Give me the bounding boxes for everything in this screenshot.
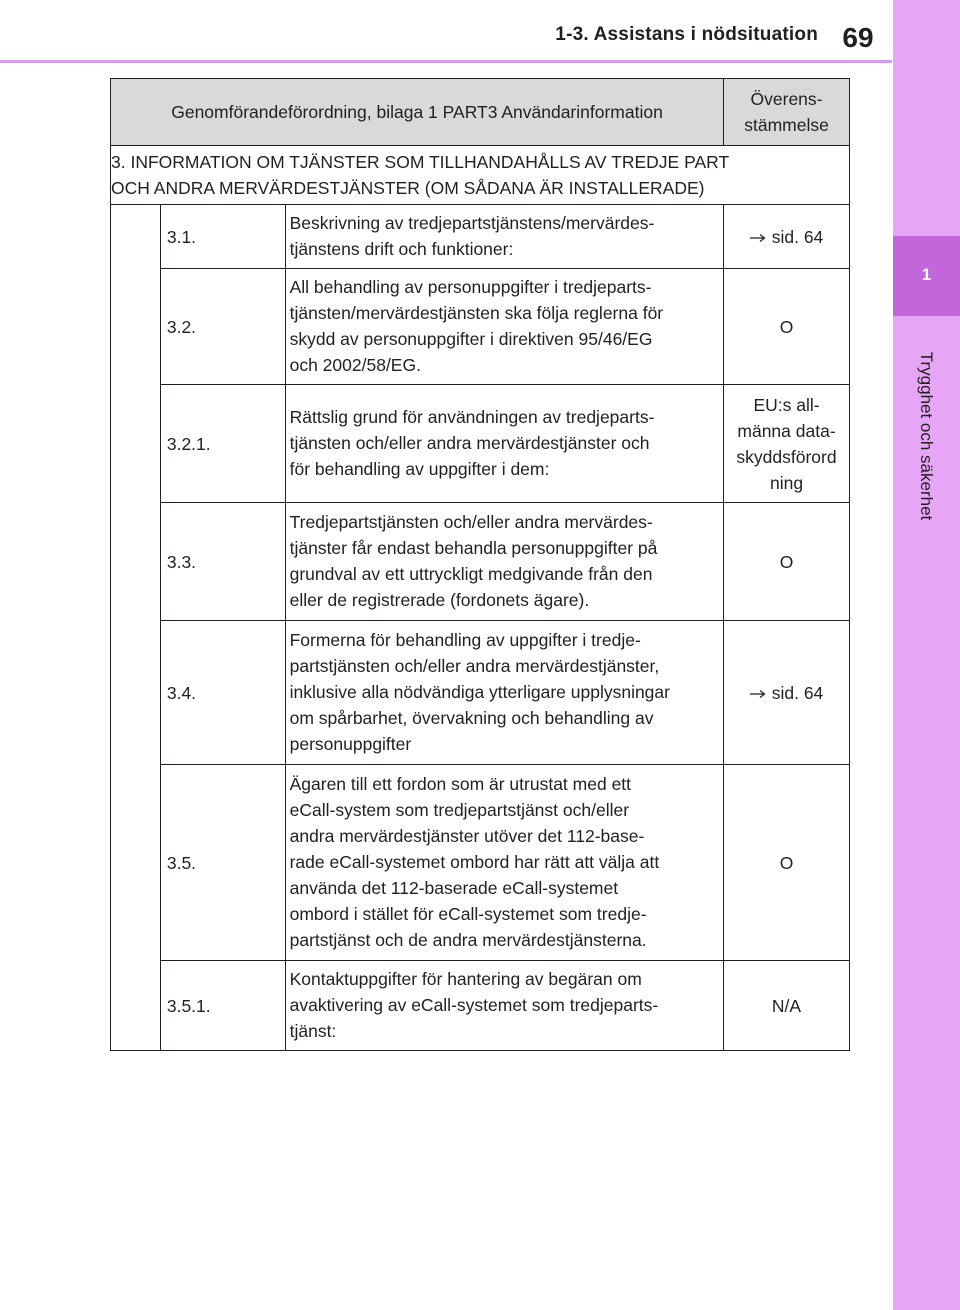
compliance-reference	[724, 205, 850, 269]
item-number: 3.4.	[160, 621, 285, 765]
compliance-reference	[724, 765, 850, 961]
description-line: Formerna för behandling av uppgifter i tredje-	[289, 629, 641, 650]
table-row	[111, 385, 850, 503]
reference-line: skyddsförord	[736, 446, 837, 467]
item-description	[285, 385, 723, 503]
description-line: avaktivering av eCall-systemet som tredjeparts-	[289, 994, 659, 1015]
table-row	[111, 205, 850, 269]
table-row	[111, 269, 850, 385]
page-reference[interactable]: O	[779, 852, 794, 873]
header-compliance-cell	[724, 79, 850, 146]
description-line: Tredjepartstjänsten och/eller andra mervärdes-	[289, 511, 653, 532]
description-line: tjänst:	[289, 1020, 337, 1041]
description-line: tjänstens drift och funktioner:	[289, 238, 514, 259]
compliance-reference	[724, 385, 850, 503]
page-reference[interactable]: O	[779, 316, 794, 337]
compliance-reference	[724, 269, 850, 385]
item-number: 3.2.	[160, 269, 285, 385]
indent-cell	[111, 205, 161, 1051]
page-reference[interactable]: N/A	[771, 995, 802, 1016]
description-line: Rättslig grund för användningen av tredjeparts-	[289, 406, 655, 427]
item-description	[285, 621, 723, 765]
header-regulation-cell: Genomförandeförordning, bilaga 1 PART3 Användarinformation	[111, 79, 724, 146]
item-description	[285, 205, 723, 269]
item-description	[285, 765, 723, 961]
description-line: rade eCall-systemet ombord har rätt att välja att	[289, 851, 660, 872]
description-line: Beskrivning av tredjepartstjänstens/mervärdes-	[289, 212, 655, 233]
arrow-right-icon	[750, 680, 766, 706]
chapter-title: Trygghet och säkerhet	[917, 351, 936, 521]
compliance-reference	[724, 503, 850, 621]
description-line: tjänster får endast behandla personuppgifter på	[289, 537, 658, 558]
description-line: All behandling av personuppgifter i tredjeparts-	[289, 276, 652, 297]
section-title-row	[111, 146, 850, 205]
description-line: personuppgifter	[289, 733, 412, 754]
section-title: 1-3. Assistans i nödsituation	[555, 24, 818, 45]
description-line: för behandling av uppgifter i dem:	[289, 458, 550, 479]
section-title-line: OCH ANDRA MERVÄRDESTJÄNSTER (OM SÅDANA ÄR INSTALLERADE)	[111, 178, 705, 198]
item-description	[285, 269, 723, 385]
item-number: 3.5.	[160, 765, 285, 961]
reference-line: EU:s all-	[753, 394, 820, 415]
item-description	[285, 503, 723, 621]
description-line: eller de registrerade (fordonets ägare).	[289, 589, 590, 610]
page-reference[interactable]: O	[779, 551, 794, 572]
table-row	[111, 961, 850, 1051]
reference-line: ning	[769, 472, 804, 493]
description-line: grundval av ett uttryckligt medgivande från den	[289, 563, 653, 584]
table-row	[111, 765, 850, 961]
table-header-row	[111, 79, 850, 146]
reference-line: männa data-	[737, 420, 836, 441]
page-number: 69	[842, 22, 874, 53]
section-title-cell	[111, 146, 850, 205]
description-line: skydd av personuppgifter i direktiven 95/46/EG	[289, 328, 653, 349]
description-line: Ägaren till ett fordon som är utrustat med ett	[289, 773, 632, 794]
description-line: partstjänsten och/eller andra mervärdestjänster,	[289, 655, 660, 676]
table-row	[111, 503, 850, 621]
description-line: och 2002/58/EG.	[289, 354, 421, 375]
item-number: 3.3.	[160, 503, 285, 621]
item-number: 3.1.	[160, 205, 285, 269]
description-line: ombord i stället för eCall-systemet som tredje-	[289, 903, 647, 924]
description-line: andra mervärdestjänster utöver det 112-base-	[289, 825, 645, 846]
description-line: partstjänst och de andra mervärdestjänsterna.	[289, 929, 647, 950]
item-number: 3.2.1.	[160, 385, 285, 503]
page-reference[interactable]: sid. 64	[771, 682, 824, 703]
description-line: använda det 112-baserade eCall-systemet	[289, 877, 619, 898]
page-reference[interactable]: sid. 64	[771, 226, 824, 247]
description-line: tjänsten och/eller andra mervärdestjänster och	[289, 432, 650, 453]
user-information-table	[110, 78, 850, 1051]
chapter-side-tab	[893, 0, 960, 1310]
compliance-reference	[724, 961, 850, 1051]
description-line: tjänsten/mervärdestjänsten ska följa reglerna för	[289, 302, 664, 323]
item-number: 3.5.1.	[160, 961, 285, 1051]
description-line: inklusive alla nödvändiga ytterligare upplysningar	[289, 681, 670, 702]
arrow-right-icon	[750, 224, 766, 250]
header-compliance-line: stämmelse	[744, 115, 829, 135]
description-line: eCall-system som tredjepartstjänst och/eller	[289, 799, 630, 820]
table-row	[111, 621, 850, 765]
header-divider	[0, 60, 892, 63]
header-compliance-line: Överens-	[750, 89, 823, 109]
item-description	[285, 961, 723, 1051]
section-title-line: 3. INFORMATION OM TJÄNSTER SOM TILLHANDAHÅLLS AV TREDJE PART	[111, 152, 730, 172]
compliance-reference	[724, 621, 850, 765]
description-line: Kontaktuppgifter för hantering av begäran om	[289, 968, 642, 989]
chapter-number-badge: 1	[893, 236, 960, 316]
description-line: om spårbarhet, övervakning och behandling av	[289, 707, 654, 728]
